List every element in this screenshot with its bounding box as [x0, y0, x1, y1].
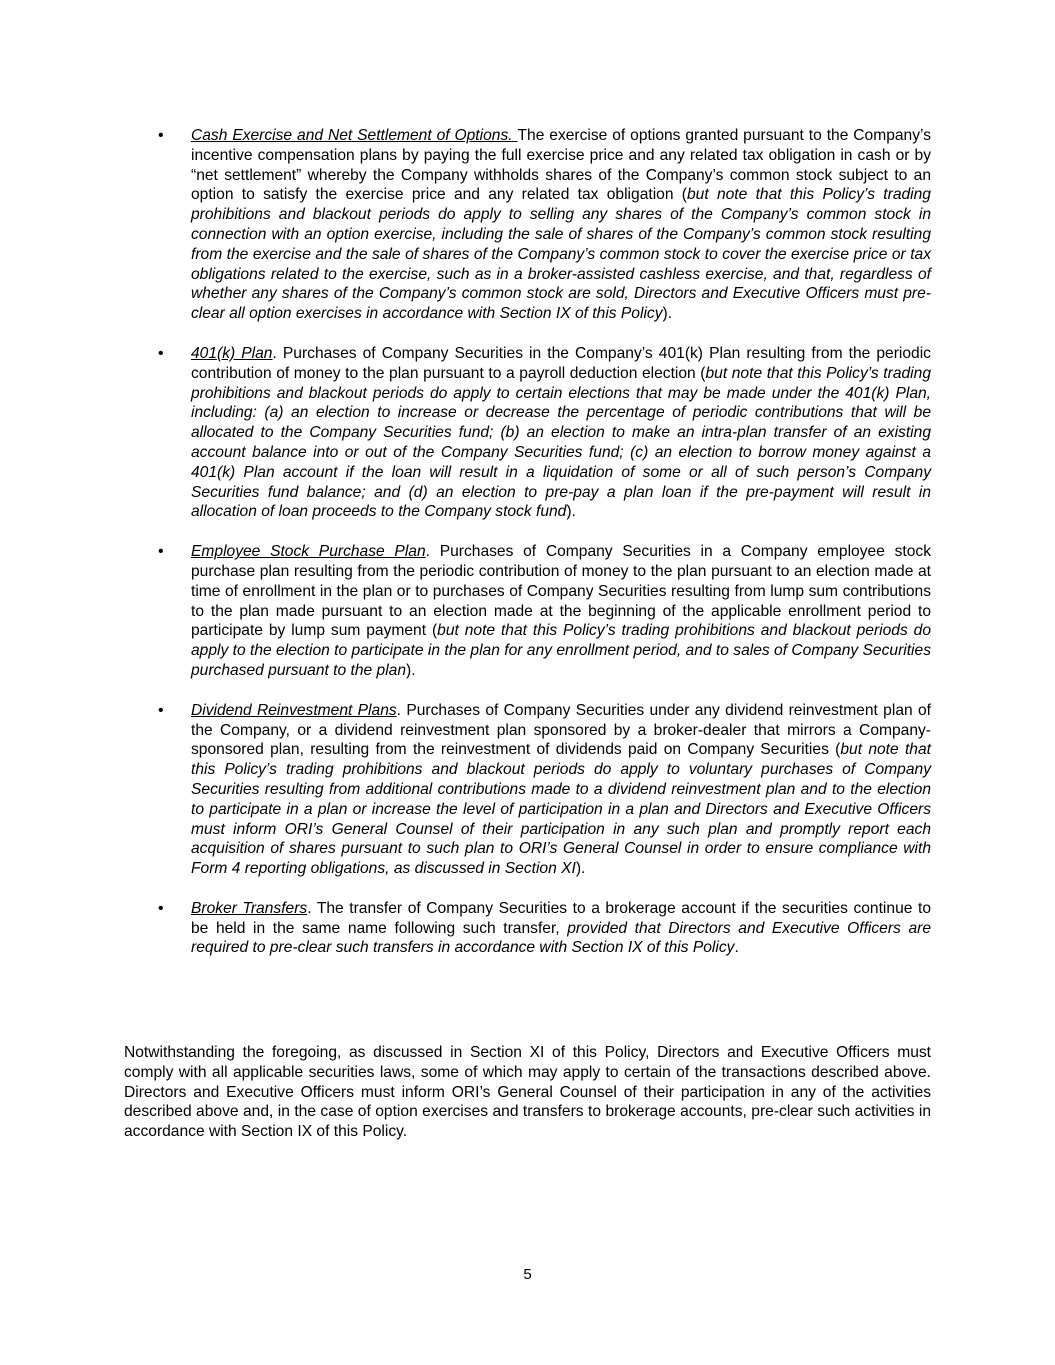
item-note: but note that this Policy’s trading prohibitions and blackout periods do apply to the election to participate in the plan for any enrollment period, and to sales of Company Securities purchased pursuant to the plan [191, 622, 931, 679]
list-item-401k-plan [124, 344, 931, 522]
item-note: but note that this Policy’s trading prohibitions and blackout periods do apply to voluntary purchases of Company Securities resulting from additional contributions made to a dividend reinvestment plan and to the election to participate in a plan or increase the level of participation in a plan and Directors and Executive Officers must inform ORI’s General Counsel of their participation in any such plan and promptly report each acquisition of shares pursuant to such plan to ORI’s General Counsel in order to ensure compliance with Form 4 reporting obligations, as discussed in Section XI [191, 741, 931, 878]
item-body: . Purchases of Company Securities in a Company employee stock purchase plan resulting from the periodic contribution of money to the plan pursuant to an election made at time of enrollment in the plan or to purchases of Company Securities resulting from lump sum contributions to the plan made pursuant to an election made at the beginning of the applicable enrollment period to participate by lump sum payment ( [191, 543, 932, 640]
item-body: . The transfer of Company Securities to a brokerage account if the securities continue to be held in the same name following such transfer, [191, 899, 931, 937]
item-note: but note that this Policy’s trading prohibitions and blackout periods do apply to certain elections that may be made under the 401(k) Plan, including: (a) an election to increase or decrease the percentage of periodic contributions that will be allocated to the Company Securities fund; (b) an election to make an intra-plan transfer of an existing account balance into or out of the Company Securities fund; (c) an election to borrow money against a 401(k) Plan account if the loan will result in a liquidation of some or all of such person’s Company Securities fund balance; and (d) an election to pre-pay a plan loan if the pre-payment will result in allocation of loan proceeds to the Company stock fund [191, 364, 931, 521]
item-title: Cash Exercise and Net Settlement of Options. [191, 127, 518, 144]
closing-paragraph: Notwithstanding the foregoing, as discussed in Section XI of this Policy, Directors and Executive Officers must comply with all applicable securities laws, some of which may apply to certain of the transactions described above. Directors and Executive Officers must inform ORI’s General Counsel of their participation in any of the activities described above and, in the case of option exercises and transfers to brokerage accounts, pre-clear such activities in accordance with Section IX of this Policy. [124, 1044, 931, 1141]
item-title: Employee Stock Purchase Plan [191, 543, 426, 561]
item-end: ). [406, 661, 416, 679]
item-body: The exercise of options granted pursuant to the Company’s incentive compensation plans by paying the full exercise price and any related tax obligation in cash or by “net settlement” whereby the Company withholds shares of the Company’s common stock subject to an option to satisfy the exercise price and any related tax obligation ( [191, 127, 931, 204]
bullet-icon: • [158, 127, 164, 144]
list-item-employee-stock-purchase-plan [124, 542, 931, 681]
bullet-icon: • [158, 701, 164, 719]
list-item-dividend-reinvestment-plans [124, 701, 931, 879]
bullet-icon: • [158, 899, 164, 917]
bullet-icon: • [158, 543, 164, 561]
item-note: but note that this Policy’s trading prohibitions and blackout periods do apply to selling any shares of the Company’s common stock in connection with an option exercise, including the sale of shares of the Company’s common stock resulting from the exercise and the sale of shares of the Company’s common stock to cover the exercise price or tax obligations related to the exercise, such as in a broker-assisted cashless exercise, and that, regardless of whether any shares of the Company’s common stock are sold, Directors and Executive Officers must pre-clear all option exercises in accordance with Section IX of this Policy [191, 186, 931, 323]
list-item-text [191, 344, 931, 522]
item-body: . Purchases of Company Securities in the Company’s 401(k) Plan resulting from the periodic contribution of money to the plan pursuant to a payroll deduction election ( [191, 344, 931, 382]
item-end: . [734, 939, 739, 957]
list-item-cash-exercise [124, 126, 931, 324]
item-title: 401(k) Plan [191, 344, 273, 362]
list-item-text [191, 542, 931, 681]
bullet-icon: • [158, 344, 164, 362]
list-item-text [191, 126, 931, 324]
item-end: ). [566, 503, 576, 521]
item-end: ). [662, 305, 673, 323]
item-title: Broker Transfers [191, 899, 308, 917]
item-end: ). [575, 860, 586, 878]
list-item-text [191, 899, 931, 958]
exemption-list [124, 126, 931, 978]
item-title: Dividend Reinvestment Plans [191, 701, 397, 719]
item-note: provided that Directors and Executive Officers are required to pre-clear such transfers in accordance with Section IX of this Policy [191, 919, 931, 957]
page-number: 5 [523, 1266, 532, 1283]
item-body: . Purchases of Company Securities under any dividend reinvestment plan of the Company, or a dividend reinvestment plan sponsored by a broker-dealer that mirrors a Company-sponsored plan, resulting from the reinvestment of dividends paid on Company Securities ( [191, 701, 931, 759]
list-item-broker-transfers [124, 899, 931, 958]
list-item-text [191, 701, 931, 879]
